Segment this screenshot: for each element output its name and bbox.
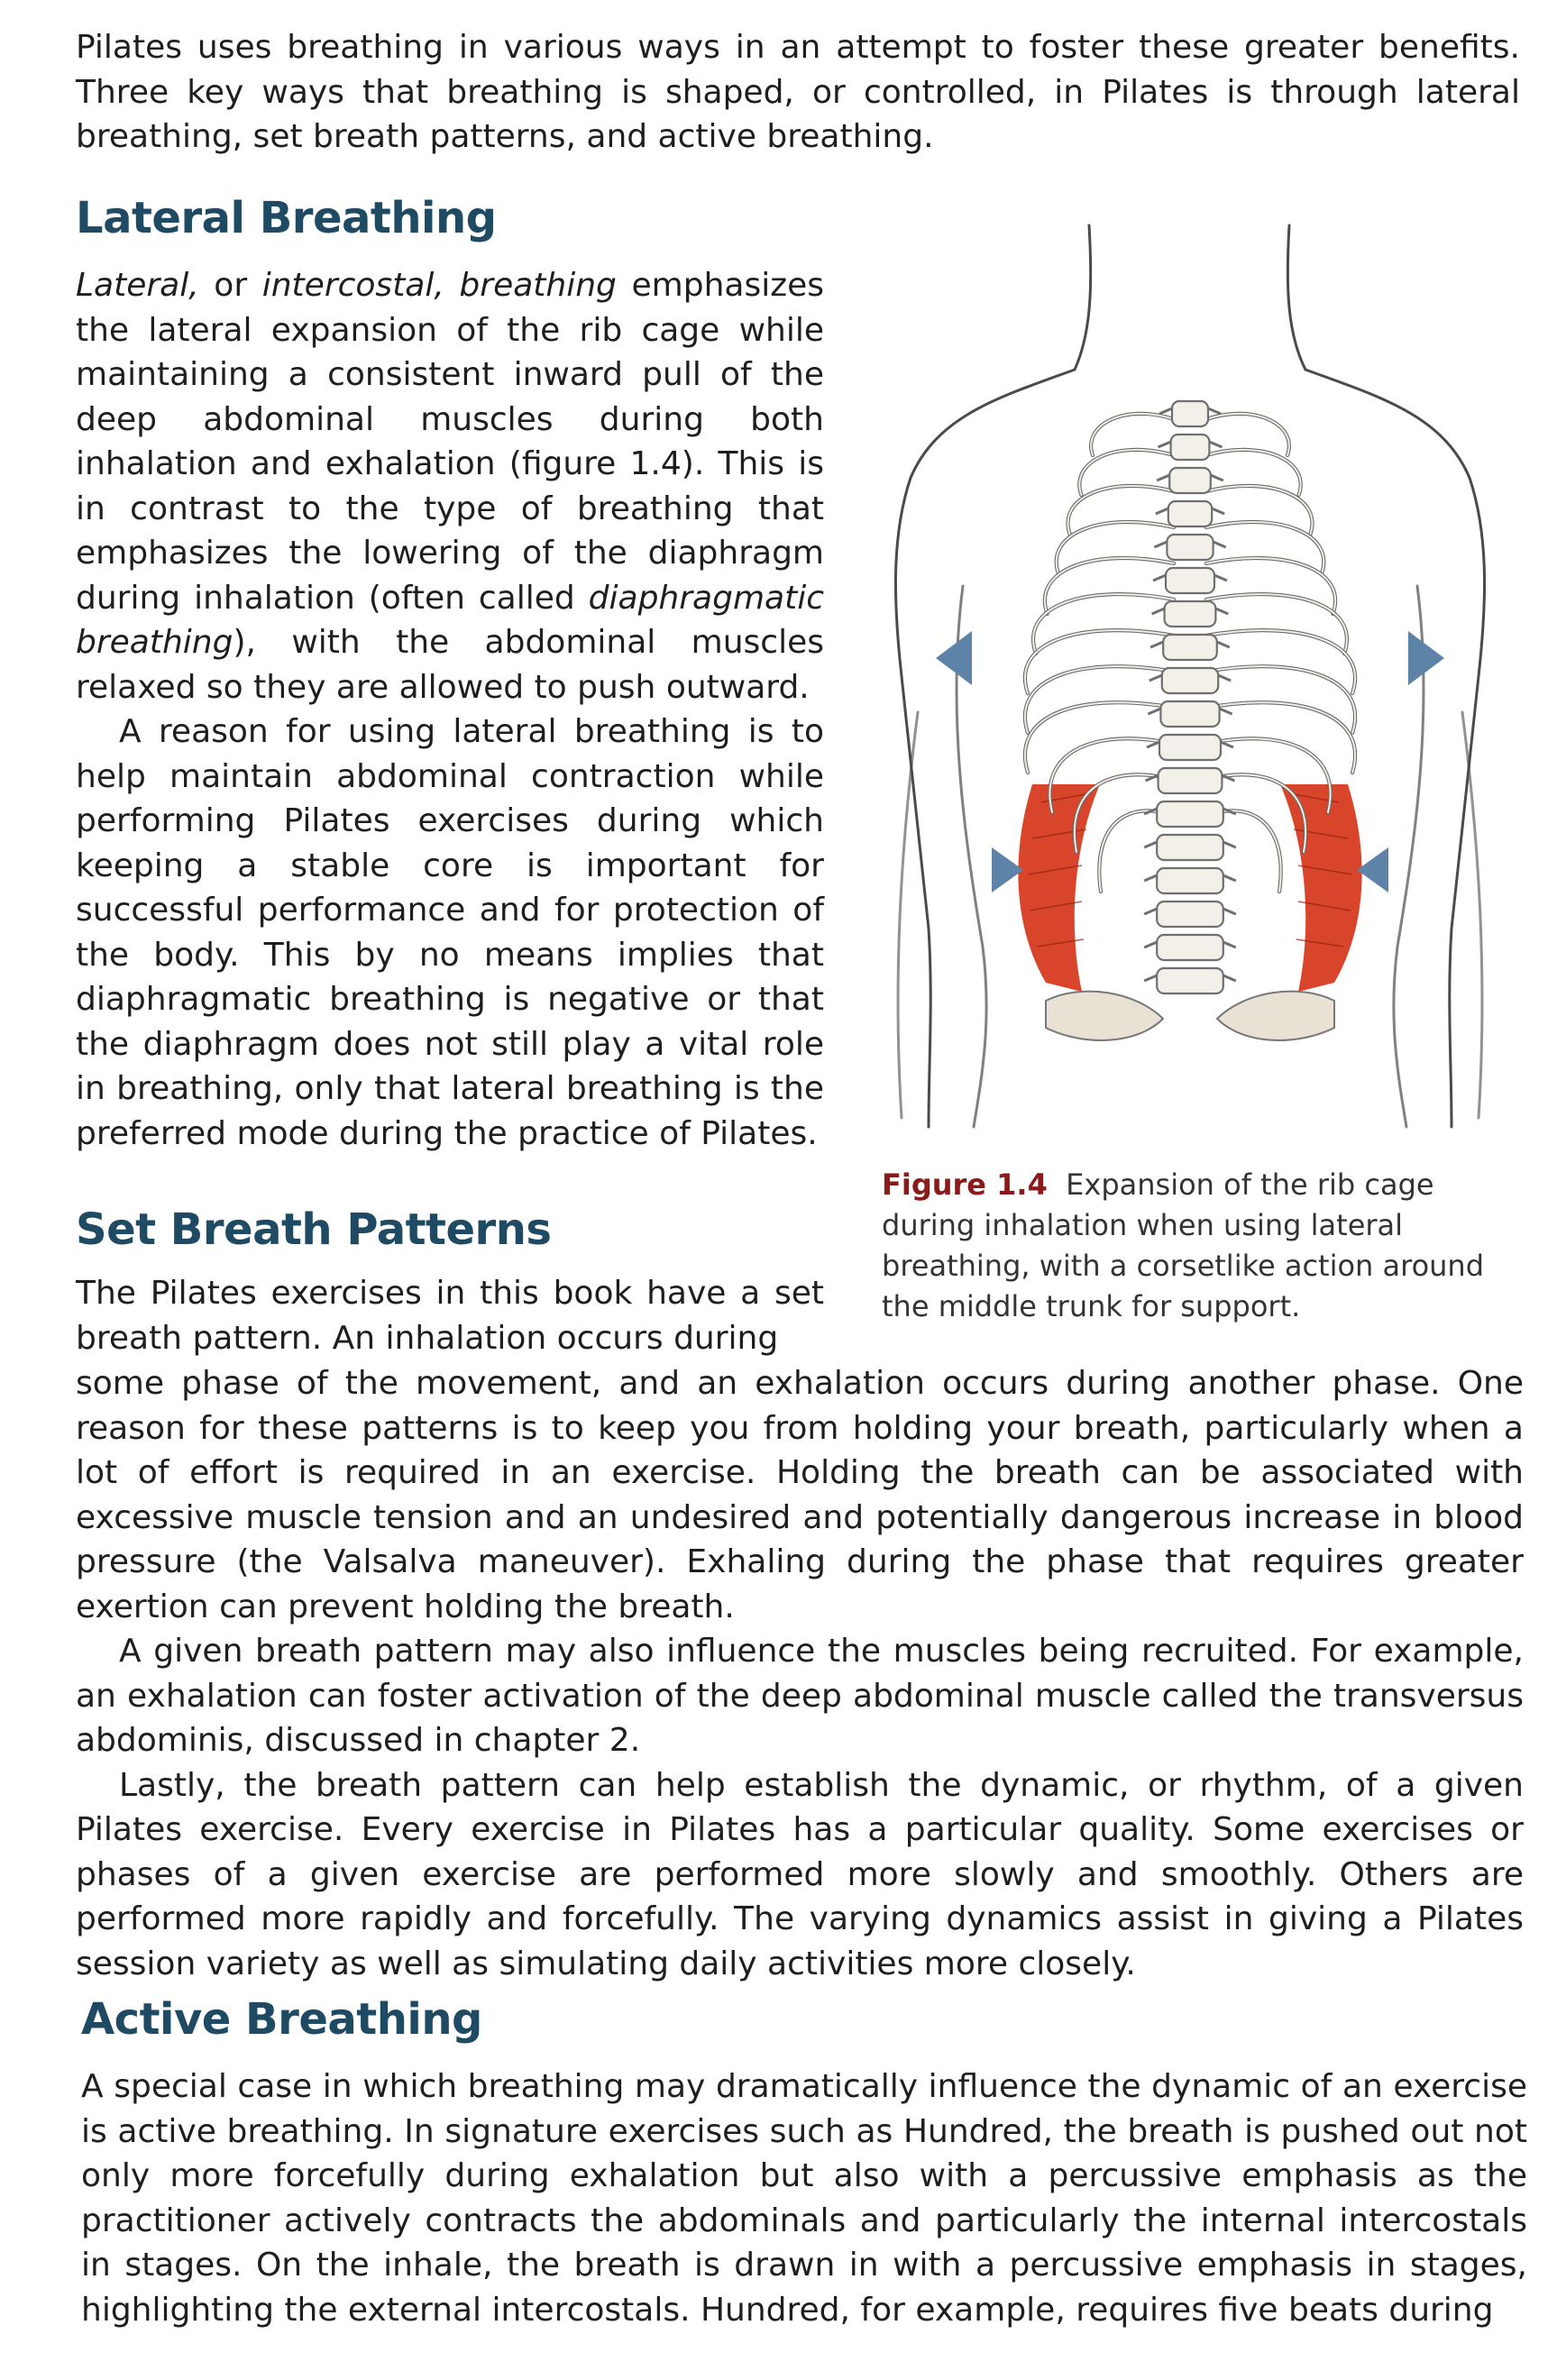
intro-paragraph: Pilates uses breathing in various ways in an attempt to foster these greater benefits. Three key ways that breathing is shaped, or controlled, in Pilates is through lateral breathing, set breath patterns, and active breathing. <box>76 29 1520 155</box>
rib-highlight <box>1025 630 1174 693</box>
vertebra <box>1157 835 1223 860</box>
rib-left-7 <box>1025 630 1174 693</box>
vertebra <box>1159 735 1221 760</box>
vertebra <box>1163 635 1217 660</box>
rib-highlight <box>1025 666 1174 733</box>
vertebra <box>1157 868 1223 893</box>
vertebra <box>1157 801 1223 827</box>
set-breath-paragraph-1-start: The Pilates exercises in this book have a set breath pattern. An inhalation occurs during <box>76 1275 824 1357</box>
lateral-paragraph-2: A reason for using lateral breathing is to help maintain abdominal contraction while performing Pilates exercises during which keeping a stable core is important for successful performance and for protection of the body. This by no means implies that diaphragmatic breathing is negative or that the diaphragm does not still play a vital role in breathing, only that lateral breathing is the preferred mode during the practice of Pilates. <box>76 713 824 1152</box>
heading-active-breathing: Active Breathing <box>81 1994 482 2045</box>
vertebra <box>1165 601 1216 627</box>
vertebra <box>1167 535 1213 560</box>
figure-label: Figure 1.4 <box>882 1167 1048 1202</box>
lateral-term: Lateral, <box>76 267 199 304</box>
arrow-out-right <box>1408 631 1444 685</box>
rib-highlight <box>1033 594 1174 654</box>
vertebra <box>1157 968 1223 993</box>
set-breath-paragraph-1-rest: some phase of the movement, and an exhalation occurs during another phase. One reason for these patterns is to keep you from holding your breath, particularly when a lot of effort is required in an exercise. Holding the breath can be associated with excessive muscle tension and an undesired and potentially dangerous increase in blood pressure (the Valsalva maneuver). Exhaling during the phase that requires greater exertion can prevent holding the breath. <box>76 1365 1524 1625</box>
rib-left-5 <box>1045 558 1174 614</box>
figure-caption-text: Expansion of the rib cage during inhalation when using lateral breathing, with a corsetlike action around the middle trunk for support. <box>882 1167 1485 1323</box>
heading-lateral-breathing: Lateral Breathing <box>76 193 497 243</box>
rib-left-6 <box>1033 594 1174 654</box>
figure-caption <box>882 1165 1513 1327</box>
muscle-left <box>1018 784 1100 992</box>
intercostal-term: intercostal, breathing <box>261 267 617 304</box>
lateral-paragraph-1: Lateral, or intercostal, breathing emphasizes the lateral expansion of the rib cage while maintaining a consistent inward pull of the deep abdominal muscles during both inhalation and exhalation (figure 1.4). This is in contrast to the type of breathing that emphasizes the lowering of the diaphragm during inhalation (often called diaphragmatic breathing), with the abdominal muscles relaxed so they are allowed to push outward. <box>76 267 825 706</box>
set-breath-text <box>76 1361 1524 1986</box>
rib-right-5 <box>1206 558 1335 614</box>
vertebra <box>1160 701 1219 727</box>
rib-left-8 <box>1025 666 1174 733</box>
set-breath-paragraph-2: A given breath pattern may also influence the muscles being recruited. For example, an exhalation can foster activation of the deep abdominal muscle called the transversus abdominis, discussed in chapter 2. <box>76 1633 1524 1759</box>
rib-highlight <box>1045 558 1174 614</box>
rib-highlight <box>1206 558 1335 614</box>
diaphragmatic-term: diaphragmatic breathing <box>76 579 824 661</box>
vertebra <box>1172 401 1208 426</box>
rib-highlight <box>1206 630 1355 693</box>
vertebra <box>1157 935 1223 960</box>
rib-right-6 <box>1206 594 1347 654</box>
vertebra <box>1169 468 1211 493</box>
neck-outline-left <box>1075 225 1091 370</box>
neck-outline-right <box>1287 225 1305 370</box>
set-breath-paragraph-3: Lastly, the breath pattern can help establish the dynamic, or rhythm, of a given Pilates exercise. Every exercise in Pilates has a particular quality. Some exercises or phases of a given exercise are performed more slowly and smoothly. Others are performed more rapidly and forcefully. The varying dynamics assist in giving a Pilates session variety as well as simulating daily activities more closely. <box>76 1766 1524 1982</box>
vertebra <box>1162 668 1218 693</box>
vertebra <box>1171 435 1210 460</box>
arm-outline-left <box>898 712 918 1118</box>
rib-cage-figure <box>866 207 1515 1145</box>
rib-right-7 <box>1206 630 1355 693</box>
vertebra <box>1166 568 1214 593</box>
active-breathing-paragraph: A special case in which breathing may dramatically influence the dynamic of an exercise is active breathing. In signature exercises such as Hundred, the breath is pushed out not only more forcefully during exhalation but also with a percussive emphasis as the practitioner actively contracts the abdominals and particularly the internal intercostals in stages. On the inhale, the breath is drawn in with a percussive emphasis in stages, highlighting the external intercostals. Hundred, for example, requires five beats during <box>81 2068 1527 2329</box>
heading-set-breath-patterns: Set Breath Patterns <box>76 1204 552 1255</box>
vertebra <box>1157 902 1223 927</box>
vertebra <box>1159 768 1223 793</box>
rib-highlight <box>1206 594 1347 654</box>
arrow-out-left <box>936 631 972 685</box>
rib-right-8 <box>1206 666 1355 733</box>
spine <box>1144 401 1236 993</box>
rib-highlight <box>1206 666 1355 733</box>
arm-outline-right <box>1462 712 1482 1118</box>
lateral-breathing-text <box>76 263 824 1156</box>
muscle-right <box>1280 784 1362 992</box>
pelvis-left <box>1046 992 1163 1040</box>
pelvis-right <box>1217 992 1334 1040</box>
vertebra <box>1168 501 1212 526</box>
